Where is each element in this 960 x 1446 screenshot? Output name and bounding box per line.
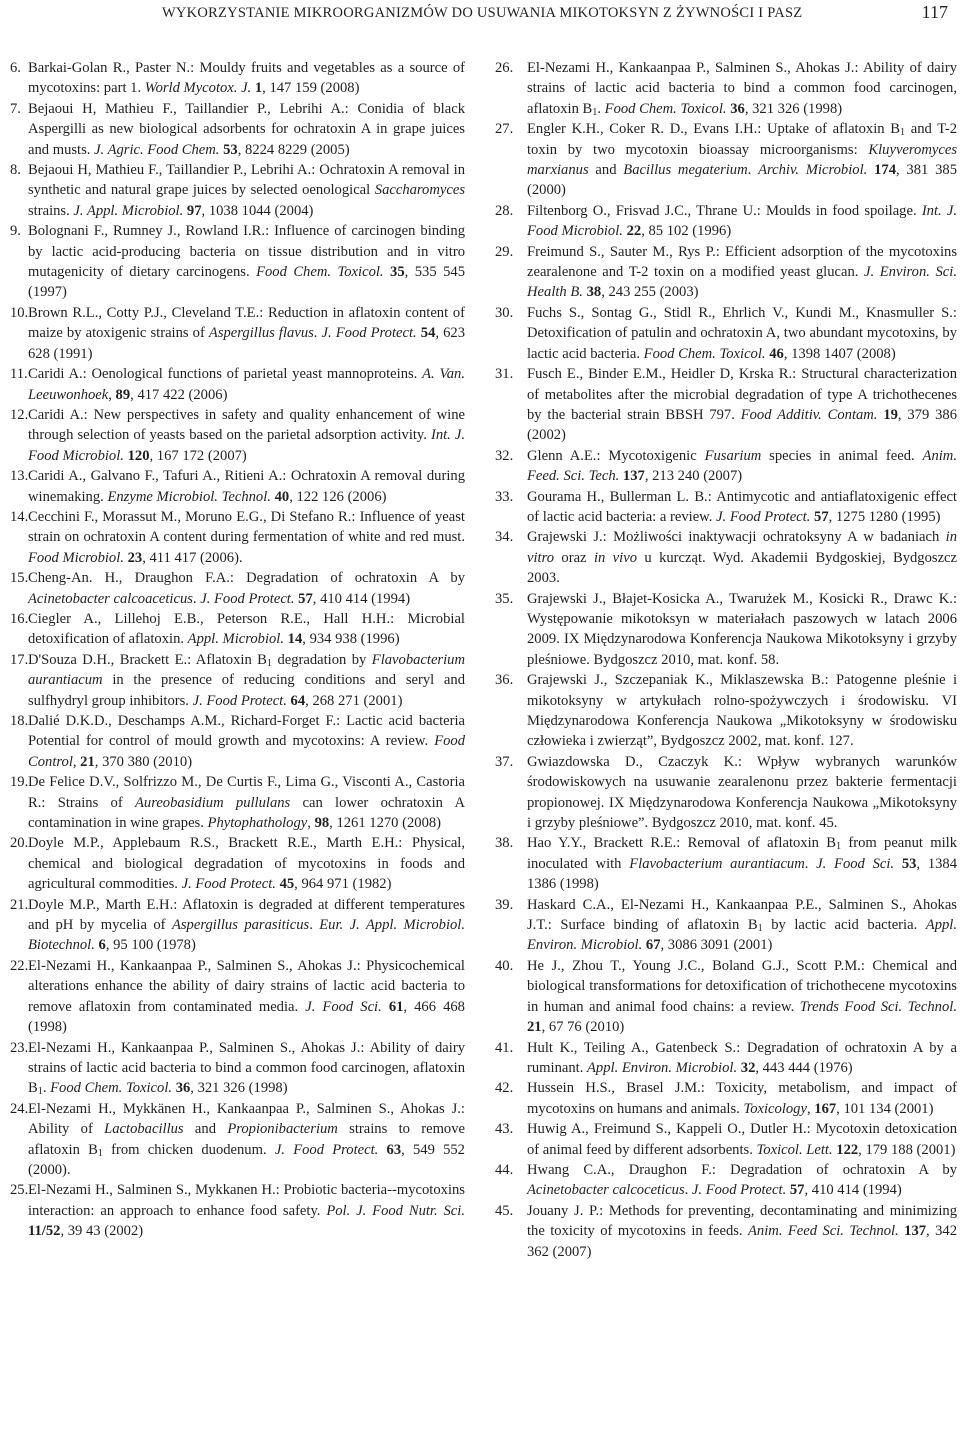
reference-entry <box>495 752 957 834</box>
reference-entry <box>495 119 957 201</box>
reference-number: 38. <box>495 835 514 852</box>
reference-text: Barkai-Golan R., Paster N.: Mouldy fruits and vegetables as a source of mycotoxins: part 1. World Mycotox. J. 1, 147 159 (2008) <box>28 60 465 97</box>
reference-text: Hussein H.S., Brasel J.M.: Toxicity, metabolism, and impact of mycotoxins on humans and animals. Toxicology, 167, 101 134 (2001) <box>527 1080 957 1117</box>
reference-number: 21. <box>10 896 29 913</box>
reference-entry <box>10 99 465 160</box>
reference-text: Filtenborg O., Frisvad J.C., Thrane U.: Moulds in food spoilage. Int. J. Food Microbiol. 22, 85 102 (1996) <box>527 202 957 240</box>
reference-entry <box>10 609 465 650</box>
reference-text: De Felice D.V., Solfrizzo M., De Curtis F., Lima G., Visconti A., Castoria R.: Strains of Aureobasidium pullulans can lower ochratoxin A contamination in wine grapes. Phytophathology, 98, 1261 1270 (2008) <box>28 774 465 832</box>
reference-entry <box>10 405 465 466</box>
reference-entry <box>10 1099 465 1181</box>
reference-text: El-Nezami H., Salminen S., Mykkanen H.: Probiotic bacteria--mycotoxins interaction: an approach to enhance food safety. Pol. J. Food Nutr. Sci. 11/52, 39 43 (2002) <box>28 1182 465 1240</box>
reference-number: 11. <box>10 366 28 383</box>
reference-text: El-Nezami H., Kankaanpaa P., Salminen S., Ahokas J.: Ability of dairy strains of lactic acid bacteria to bind a common food carcinogen, aflatoxin $B_1$. Food Chem. Toxicol. 36, 321 326 (1998) <box>527 60 957 118</box>
reference-number: 14. <box>10 508 29 525</box>
reference-text: Ciegler A., Lillehoj E.B., Peterson R.E., Hall H.H.: Microbial detoxification of aflatoxin. Appl. Microbiol. 14, 934 938 (1996) <box>28 610 465 648</box>
reference-text: Freimund S., Sauter M., Rys P.: Efficient adsorption of the mycotoxins zearalenone and T-2 toxin on a modified yeast glucan. J. Environ. Sci. Health B. 38, 243 255 (2003) <box>527 243 957 301</box>
reference-text: Gwiazdowska D., Czaczyk K.: Wpływ wybranych warunków środowiskowych na usuwanie zearalenonu przez bakterie fermentacji propionowej. IX Międzynarodowa Konferencja Naukowa „Mikotoksyny i grzyby pleśniowe”. Bydgoszcz 2010, mat. konf. 45. <box>527 753 957 832</box>
reference-text: Glenn A.E.: Mycotoxigenic Fusarium species in animal feed. Anim. Feed. Sci. Tech. 137, 213 240 (2007) <box>527 447 957 485</box>
reference-text: El-Nezami H., Kankaanpaa P., Salminen S., Ahokas J.: Ability of dairy strains of lactic acid bacteria to bind a common food carcinogen, aflatoxin $B_1$. Food Chem. Toxicol. 36, 321 326 (1998) <box>28 1039 465 1098</box>
reference-text: Doyle M.P., Marth E.H.: Aflatoxin is degraded at different temperatures and pH by mycelia of Aspergillus parasiticus. Eur. J. Appl. Microbiol. Biotechnol. 6, 95 100 (1978) <box>28 896 465 954</box>
reference-entry <box>10 895 465 956</box>
reference-number: 15. <box>10 570 29 587</box>
reference-entry <box>495 670 957 752</box>
reference-number: 37. <box>495 753 514 770</box>
reference-number: 29. <box>495 243 514 260</box>
reference-text: El-Nezami H., Kankaanpaa P., Salminen S., Ahokas J.: Physicochemical alterations enhance the ability of dairy strains of lactic acid bacteria to remove aflatoxin from contaminated media. J. Food Sci. 61, 466 468 (1998) <box>28 957 465 1036</box>
reference-entry <box>495 201 957 242</box>
reference-text: Gourama H., Bullerman L. B.: Antimycotic and antiaflatoxigenic effect of lactic acid bacteria: a review. J. Food Protect. 57, 1275 1280 (1995) <box>527 488 957 525</box>
reference-text: Haskard C.A., El-Nezami H., Kankaanpaa P.E., Salminen S., Ahokas J.T.: Surface binding of aflatoxin $B_1$ by lactic acid bacteria. Appl. Environ. Microbiol. 67, 3086 3091 (2001) <box>527 896 957 954</box>
reference-column-left <box>10 58 465 1242</box>
reference-entry <box>495 446 957 487</box>
reference-entry <box>495 956 957 1038</box>
reference-entry <box>495 1160 957 1201</box>
reference-number: 23. <box>10 1039 29 1056</box>
reference-entry <box>10 1038 465 1099</box>
reference-text: Doyle M.P., Applebaum R.S., Brackett R.E., Marth E.H.: Physical, chemical and biological degradation of mycotoxins in foods and agricultural commodities. J. Food Protect. 45, 964 971 (1982) <box>28 835 465 893</box>
reference-entry <box>495 895 957 956</box>
reference-number: 6. <box>10 60 21 76</box>
reference-text: Bolognani F., Rumney J., Rowland I.R.: Influence of carcinogen binding by lactic acid-producing bacteria on tissue distribution and in vitro mutagenicity of dietary carcinogens. Food Chem. Toxicol. 35, 535 545 (1997) <box>28 223 465 301</box>
reference-number: 30. <box>495 304 514 321</box>
reference-text: Bejaoui H, Mathieu F., Taillandier P., Lebrihi A.: Ochratoxin A removal in synthetic and natural grape juices by selected oenological Saccharomyces strains. J. Appl. Microbiol. 97, 1038 1044 (2004) <box>28 162 465 219</box>
reference-entry <box>10 303 465 364</box>
reference-entry <box>495 833 957 894</box>
reference-text: Cheng-An. H., Draughon F.A.: Degradation of ochratoxin A by Acinetobacter calcoaceticus. J. Food Protect. 57, 410 414 (1994) <box>28 570 465 607</box>
reference-number: 36. <box>495 672 514 689</box>
reference-entry <box>495 1038 957 1079</box>
reference-entry <box>10 1180 465 1241</box>
running-header <box>0 0 960 40</box>
reference-number: 19. <box>10 774 29 791</box>
reference-entry <box>495 589 957 671</box>
reference-entry <box>10 956 465 1038</box>
reference-number: 17. <box>10 651 29 668</box>
reference-number: 39. <box>495 896 514 913</box>
reference-number: 7. <box>10 100 21 117</box>
reference-text: Huwig A., Freimund S., Kappeli O., Dutler H.: Mycotoxin detoxication of animal feed by different adsorbents. Toxicol. Lett. 122, 179 188 (2001) <box>527 1121 957 1158</box>
reference-number: 16. <box>10 610 29 627</box>
reference-text: Caridi A.: New perspectives in safety and quality enhancement of wine through selection of yeasts based on the parietal adsorption activity. Int. J. Food Microbiol. 120, 167 172 (2007) <box>28 406 465 464</box>
reference-number: 35. <box>495 590 514 607</box>
reference-entry <box>10 568 465 609</box>
reference-text: D'Souza D.H., Brackett E.: Aflatoxin $B_1$ degradation by Flavobacterium aurantiacum in the presence of reducing conditions and seryl and sulfhydryl group inhibitors. J. Food Protect. 64, 268 271 (2001) <box>28 651 465 709</box>
reference-entry <box>10 58 465 99</box>
reference-text: El-Nezami H., Mykkänen H., Kankaanpaa P., Salminen S., Ahokas J.: Ability of Lactobacillus and Propionibacterium strains to remove aflatoxin $B_1$ from chicken duodenum. J. Food Protect. 63, 549 552 (2000). <box>28 1100 465 1178</box>
reference-text: Hao Y.Y., Brackett R.E.: Removal of aflatoxin $B_1$ from peanut milk inoculated with Flavobacterium aurantiacum. J. Food Sci. 53, 1384 1386 (1998) <box>527 835 958 893</box>
reference-entry <box>495 303 957 364</box>
reference-text: Grajewski J., Błajet-Kosicka A., Twarużek M., Kosicki R., Drawc K.: Występowanie mikotoksyn w materiałach paszowych w latach 2006 2009. IX Międzynarodowa Konferencja Naukowa Mikotoksyny i grzyby pleśniowe. Bydgoszcz 2010, mat. konf. 58. <box>527 590 957 668</box>
reference-number: 28. <box>495 202 514 219</box>
running-header-title: WYKORZYSTANIE MIKROORGANIZMÓW DO USUWANIA MIKOTOKSYN Z ŻYWNOŚCI I PASZ <box>162 5 803 21</box>
reference-number: 18. <box>10 713 29 729</box>
reference-number: 13. <box>10 468 29 485</box>
reference-number: 43. <box>495 1121 514 1138</box>
reference-entry <box>495 58 957 119</box>
reference-number: 24. <box>10 1100 29 1117</box>
reference-entry <box>10 833 465 894</box>
reference-number: 45. <box>495 1202 514 1219</box>
reference-number: 31. <box>495 366 514 383</box>
reference-text: Grajewski J.: Możliwości inaktywacji ochratoksyny A w badaniach in vitro oraz in vivo u kurcząt. Wyd. Akademii Bydgoskiej, Bydgoszcz 2003. <box>527 529 958 587</box>
reference-text: Brown R.L., Cotty P.J., Cleveland T.E.: Reduction in aflatoxin content of maize by atoxigenic strains of Aspergillus flavus. J. Food Protect. 54, 623 628 (1991) <box>28 304 466 362</box>
reference-entry <box>10 221 465 303</box>
reference-text: Caridi A.: Oenological functions of parietal yeast mannoproteins. A. Van. Leeuwonhoek, 89, 417 422 (2006) <box>28 366 465 403</box>
reference-entry <box>10 711 465 772</box>
reference-column-right <box>495 58 957 1262</box>
reference-number: 25. <box>10 1182 29 1199</box>
reference-entry <box>495 1201 957 1262</box>
reference-entry <box>10 160 465 221</box>
reference-entry <box>495 1078 957 1119</box>
reference-number: 33. <box>495 488 514 505</box>
reference-text: He J., Zhou T., Young J.C., Boland G.J., Scott P.M.: Chemical and biological transformations for detoxification of trichothecene mycotoxins in human and animal food chains: a review. Trends Food Sci. Technol. 21, 67 76 (2010) <box>527 957 957 1036</box>
reference-number: 12. <box>10 406 29 423</box>
reference-entry <box>10 772 465 833</box>
reference-text: Hult K., Teiling A., Gatenbeck S.: Degradation of ochratoxin A by a ruminant. Appl. Environ. Microbiol. 32, 443 444 (1976) <box>527 1039 957 1076</box>
page-number: 117 <box>921 2 948 22</box>
reference-entry <box>10 507 465 568</box>
reference-number: 44. <box>495 1161 514 1178</box>
reference-entry <box>495 1119 957 1160</box>
reference-text: Jouany J. P.: Methods for preventing, decontaminating and minimizing the toxicity of mycotoxins in feeds. Anim. Feed Sci. Technol. 137, 342 362 (2007) <box>527 1202 958 1260</box>
reference-text: Cecchini F., Morassut M., Moruno E.G., Di Stefano R.: Influence of yeast strain on ochratoxin A content during fermentation of white and red must. Food Microbiol. 23, 411 417 (2006). <box>28 508 465 566</box>
reference-text: Hwang C.A., Draughon F.: Degradation of ochratoxin A by Acinetobacter calcoceticus. J. Food Protect. 57, 410 414 (1994) <box>527 1161 957 1199</box>
reference-number: 32. <box>495 447 514 464</box>
reference-number: 20. <box>10 835 29 852</box>
reference-text: Engler K.H., Coker R. D., Evans I.H.: Uptake of aflatoxin $B_1$ and T-2 toxin by two mycotoxin bioassay microorganisms: Kluyveromyces marxianus and Bacillus megaterium. Archiv. Microbiol. 174, 381 385 (2000) <box>527 121 958 199</box>
reference-entry <box>10 650 465 711</box>
reference-number: 27. <box>495 121 514 138</box>
reference-number: 8. <box>10 162 21 179</box>
reference-number: 9. <box>10 223 21 240</box>
reference-entry <box>10 364 465 405</box>
reference-text: Grajewski J., Szczepaniak K., Miklaszewska B.: Patogenne pleśnie i mikotoksyny w artykułach rolno-spożywczych i środowisku. VI Międzynarodowa Konferencja Naukowa „Mikotoksyny w środowisku człowieka i zwierząt”, Bydgoszcz 2002, mat. konf. 127. <box>527 672 957 750</box>
reference-text: Fuchs S., Sontag G., Stidl R., Ehrlich V., Kundi M., Knasmuller S.: Detoxification of patulin and ochratoxin A, two abundant mycotoxins, by lactic acid bacteria. Food Chem. Toxicol. 46, 1398 1407 (2008) <box>527 304 957 362</box>
reference-number: 34. <box>495 529 514 546</box>
reference-text: Fusch E., Binder E.M., Heidler D, Krska R.: Structural characterization of metabolites after the microbial degradation of type A trichothecenes by the bacterial strain BBSH 797. Food Additiv. Contam. 19, 379 386 (2002) <box>527 366 957 444</box>
reference-number: 40. <box>495 957 514 974</box>
reference-entry <box>495 242 957 303</box>
reference-entry <box>495 487 957 528</box>
reference-text: Caridi A., Galvano F., Tafuri A., Ritieni A.: Ochratoxin A removal during winemaking. Enzyme Microbiol. Technol. 40, 122 126 (2006) <box>28 468 465 505</box>
reference-entry <box>10 466 465 507</box>
reference-number: 22. <box>10 957 29 974</box>
reference-entry <box>495 364 957 446</box>
reference-number: 26. <box>495 60 514 76</box>
reference-text: Bejaoui H, Mathieu F., Taillandier P., Lebrihi A.: Conidia of black Aspergilli as new biological adsorbents for ochratoxin A in grape juices and musts. J. Agric. Food Chem. 53, 8224 8229 (2005) <box>28 100 465 158</box>
reference-number: 41. <box>495 1039 514 1056</box>
reference-text: Dalié D.K.D., Deschamps A.M., Richard-Forget F.: Lactic acid bacteria Potential for control of mould growth and mycotoxins: A review. Food Control, 21, 370 380 (2010) <box>28 713 465 770</box>
reference-number: 10. <box>10 304 29 321</box>
reference-number: 42. <box>495 1080 514 1097</box>
reference-entry <box>495 527 957 588</box>
